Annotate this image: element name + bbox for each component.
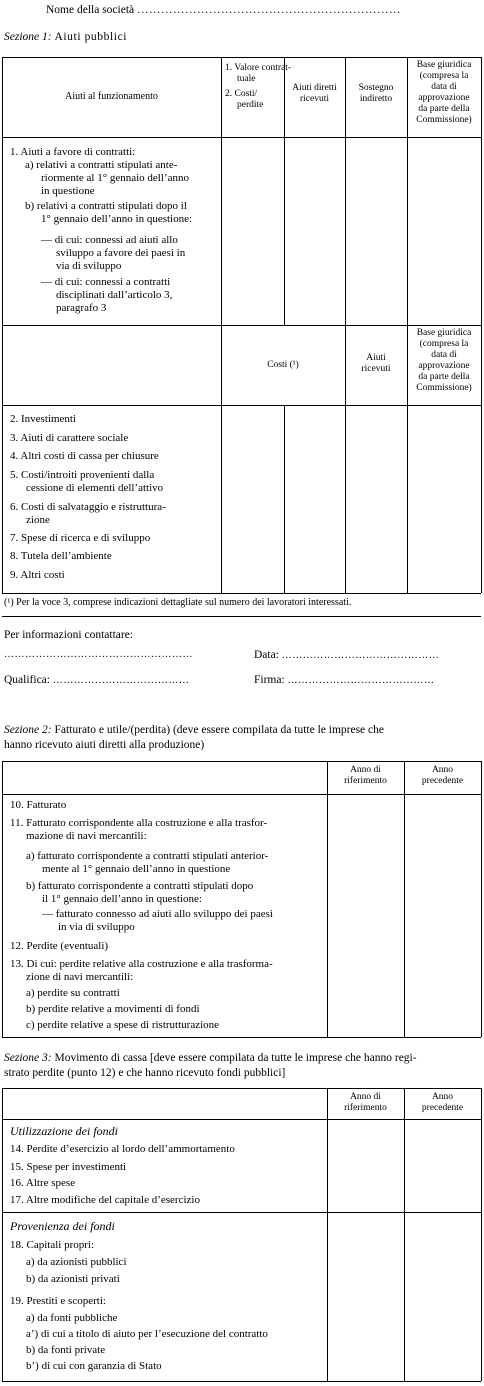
list-item: — di cui: connessi ad aiuti allo (41, 234, 178, 246)
company-name-line (46, 4, 401, 16)
col-costi-line2: perdite (237, 100, 264, 110)
qualifica-dots: ………………………………… (52, 675, 190, 686)
section1-title: Aiuti pubblici (54, 31, 128, 43)
list-item: a) da azionisti pubblici (26, 1256, 127, 1268)
provenienza-heading: Provenienza dei fondi (10, 1219, 115, 1233)
list-item: 8. Tutela dell’ambiente (10, 550, 112, 562)
contact-name-dots: ……………………………………………… (4, 649, 193, 660)
list-item: — di cui: connessi a contratti (41, 276, 171, 288)
list-item: 15. Spese per investimenti (10, 1161, 127, 1173)
list-item: mazione di navi mercantili: (26, 830, 147, 842)
list-item: paragrafo 3 (56, 302, 107, 314)
list-item: b) relativi a contratti stipulati dopo il (25, 200, 187, 212)
section2-label: Sezione 2: (4, 724, 52, 736)
list-item: in via di sviluppo (58, 921, 135, 933)
list-item: 16. Altre spese (10, 1177, 76, 1189)
list-item: 12. Perdite (eventuali) (10, 940, 109, 952)
list-item: cessione di elementi dell’attivo (26, 482, 164, 494)
list-item: in questione (41, 185, 95, 197)
data-field (254, 649, 439, 661)
col-base-giuridica: Base giuridica (compresa la data di approvazione da parte della Commissione) (416, 60, 472, 125)
col-anno-precedente: Anno precedente (421, 765, 464, 786)
list-item: 7. Spese di ricerca e di sviluppo (10, 532, 151, 544)
col-aiuti-ricevuti: Aiuti ricevuti (361, 353, 391, 374)
list-item: 1° gennaio dell’anno in questione: (41, 213, 193, 225)
list-item: zione (26, 514, 50, 526)
list-item: 2. Investimenti (10, 413, 76, 425)
section2-title-line1: Fatturato e utile/(perdita) (deve essere compilata da tutte le imprese che (54, 724, 384, 736)
list-item: b) da azionisti privati (26, 1273, 120, 1285)
col-costi-line1: 2. Costi/ (225, 89, 258, 99)
utilizzazione-heading: Utilizzazione dei fondi (10, 1124, 118, 1138)
list-item: a) perdite su contratti (26, 987, 120, 999)
section2-title-line2: hanno ricevuto aiuti diretti alla produzione) (4, 739, 205, 751)
section2-heading (4, 723, 480, 753)
col-anno-precedente-3: Anno precedente (421, 1092, 464, 1113)
qualifica-label: Qualifica: (4, 674, 50, 686)
col-valore-line2: tuale (237, 74, 256, 84)
col-valore-line1: 1. Valore contrat- (225, 63, 292, 73)
col-base-giuridica-2: Base giuridica (compresa la data di approvazione da parte della Commissione) (416, 328, 472, 393)
list-item: b’) di cui con garanzia di Stato (26, 1360, 162, 1372)
list-item: b) perdite relative a movimenti di fondi (26, 1003, 200, 1015)
section1-heading (4, 30, 480, 45)
divider (2, 616, 481, 617)
col-valore-costi (225, 63, 291, 111)
firma-label: Firma: (254, 674, 285, 686)
list-item: sviluppo a favore dei paesi in (56, 247, 186, 259)
section3-heading (4, 1051, 480, 1081)
firma-dots: …………………………………… (287, 675, 435, 686)
company-name-label: Nome della società (46, 4, 135, 16)
section3-title-line1: Movimento di cassa [deve essere compilata da tutte le imprese che hanno regi- (54, 1052, 417, 1064)
list-item: b) da fonti private (26, 1344, 106, 1356)
list-item: c) perdite relative a spese di ristrutturazione (26, 1019, 220, 1031)
list-item: 18. Capitali propri: (10, 1239, 95, 1251)
list-item: 10. Fatturato (10, 799, 67, 811)
list-item: il 1° gennaio dell’anno in questione: (42, 893, 202, 905)
list-item: 13. Di cui: perdite relative alla costruzione e alla trasforma- (10, 958, 273, 970)
section1-label: Sezione 1: (4, 31, 52, 43)
col-costi: Costi (¹) (267, 360, 299, 370)
contact-label: Per informazioni contattare: (4, 629, 134, 641)
section3-label: Sezione 3: (4, 1052, 52, 1064)
footnote: (¹) Per la voce 3, comprese indicazioni dettagliate sul numero dei lavoratori interessati. (4, 597, 352, 608)
list-item: 17. Altre modifiche del capitale d’esercizio (10, 1194, 200, 1206)
list-item: a’) di cui a titolo di aiuto per l’esecuzione del contratto (26, 1328, 268, 1340)
list-item: a) relativi a contratti stipulati ante- (25, 159, 178, 171)
list-item: disciplinati dall’articolo 3, (56, 289, 173, 301)
list-item: — fatturato connesso ad aiuti allo sviluppo dei paesi (42, 908, 273, 920)
col-aiuti-diretti: Aiuti diretti ricevuti (292, 83, 337, 104)
qualifica-field (4, 674, 189, 686)
list-item: 6. Costi di salvataggio e ristruttura- (10, 501, 166, 513)
list-item: 9. Altri costi (10, 569, 65, 581)
list-item: 4. Altri costi di cassa per chiusure (10, 450, 159, 462)
col-aiuti-funzionamento: Aiuti al funzionamento (65, 91, 158, 102)
col-anno-riferimento-3: Anno di riferimento (344, 1092, 387, 1113)
list-item: 11. Fatturato corrispondente alla costruzione e alla trasfor- (10, 817, 268, 829)
list-item: 5. Costi/introiti provenienti dalla (10, 469, 155, 481)
list-item: riormente al 1° gennaio dell’anno (41, 172, 189, 184)
list-item: 3. Aiuti di carattere sociale (10, 432, 129, 444)
data-dots: ……………………………………… (281, 650, 440, 661)
list-item: via di sviluppo (56, 260, 122, 272)
list-item: b) fatturato corrispondente a contratti stipulati dopo (26, 880, 254, 892)
list-item: 14. Perdite d’esercizio al lordo dell’ammortamento (10, 1143, 235, 1155)
firma-field (254, 674, 435, 686)
list-item: a) fatturato corrispondente a contratti stipulati anterior- (26, 850, 269, 862)
company-name-dots: ………………………………………………………… (137, 4, 402, 16)
list-item: a) da fonti pubbliche (26, 1312, 118, 1324)
section3-title-line2: strato perdite (punto 12) e che hanno ricevuto fondi pubblici] (4, 1067, 286, 1079)
list-item: 1. Aiuti a favore di contratti: (10, 146, 136, 158)
list-item: mente al 1° gennaio dell’anno in questione (42, 863, 231, 875)
col-sostegno: Sostegno indiretto (358, 83, 394, 104)
list-item: zione di navi mercantili: (26, 971, 134, 983)
col-anno-riferimento: Anno di riferimento (344, 765, 387, 786)
data-label: Data: (254, 649, 279, 661)
list-item: 19. Prestiti e scoperti: (10, 1295, 106, 1307)
